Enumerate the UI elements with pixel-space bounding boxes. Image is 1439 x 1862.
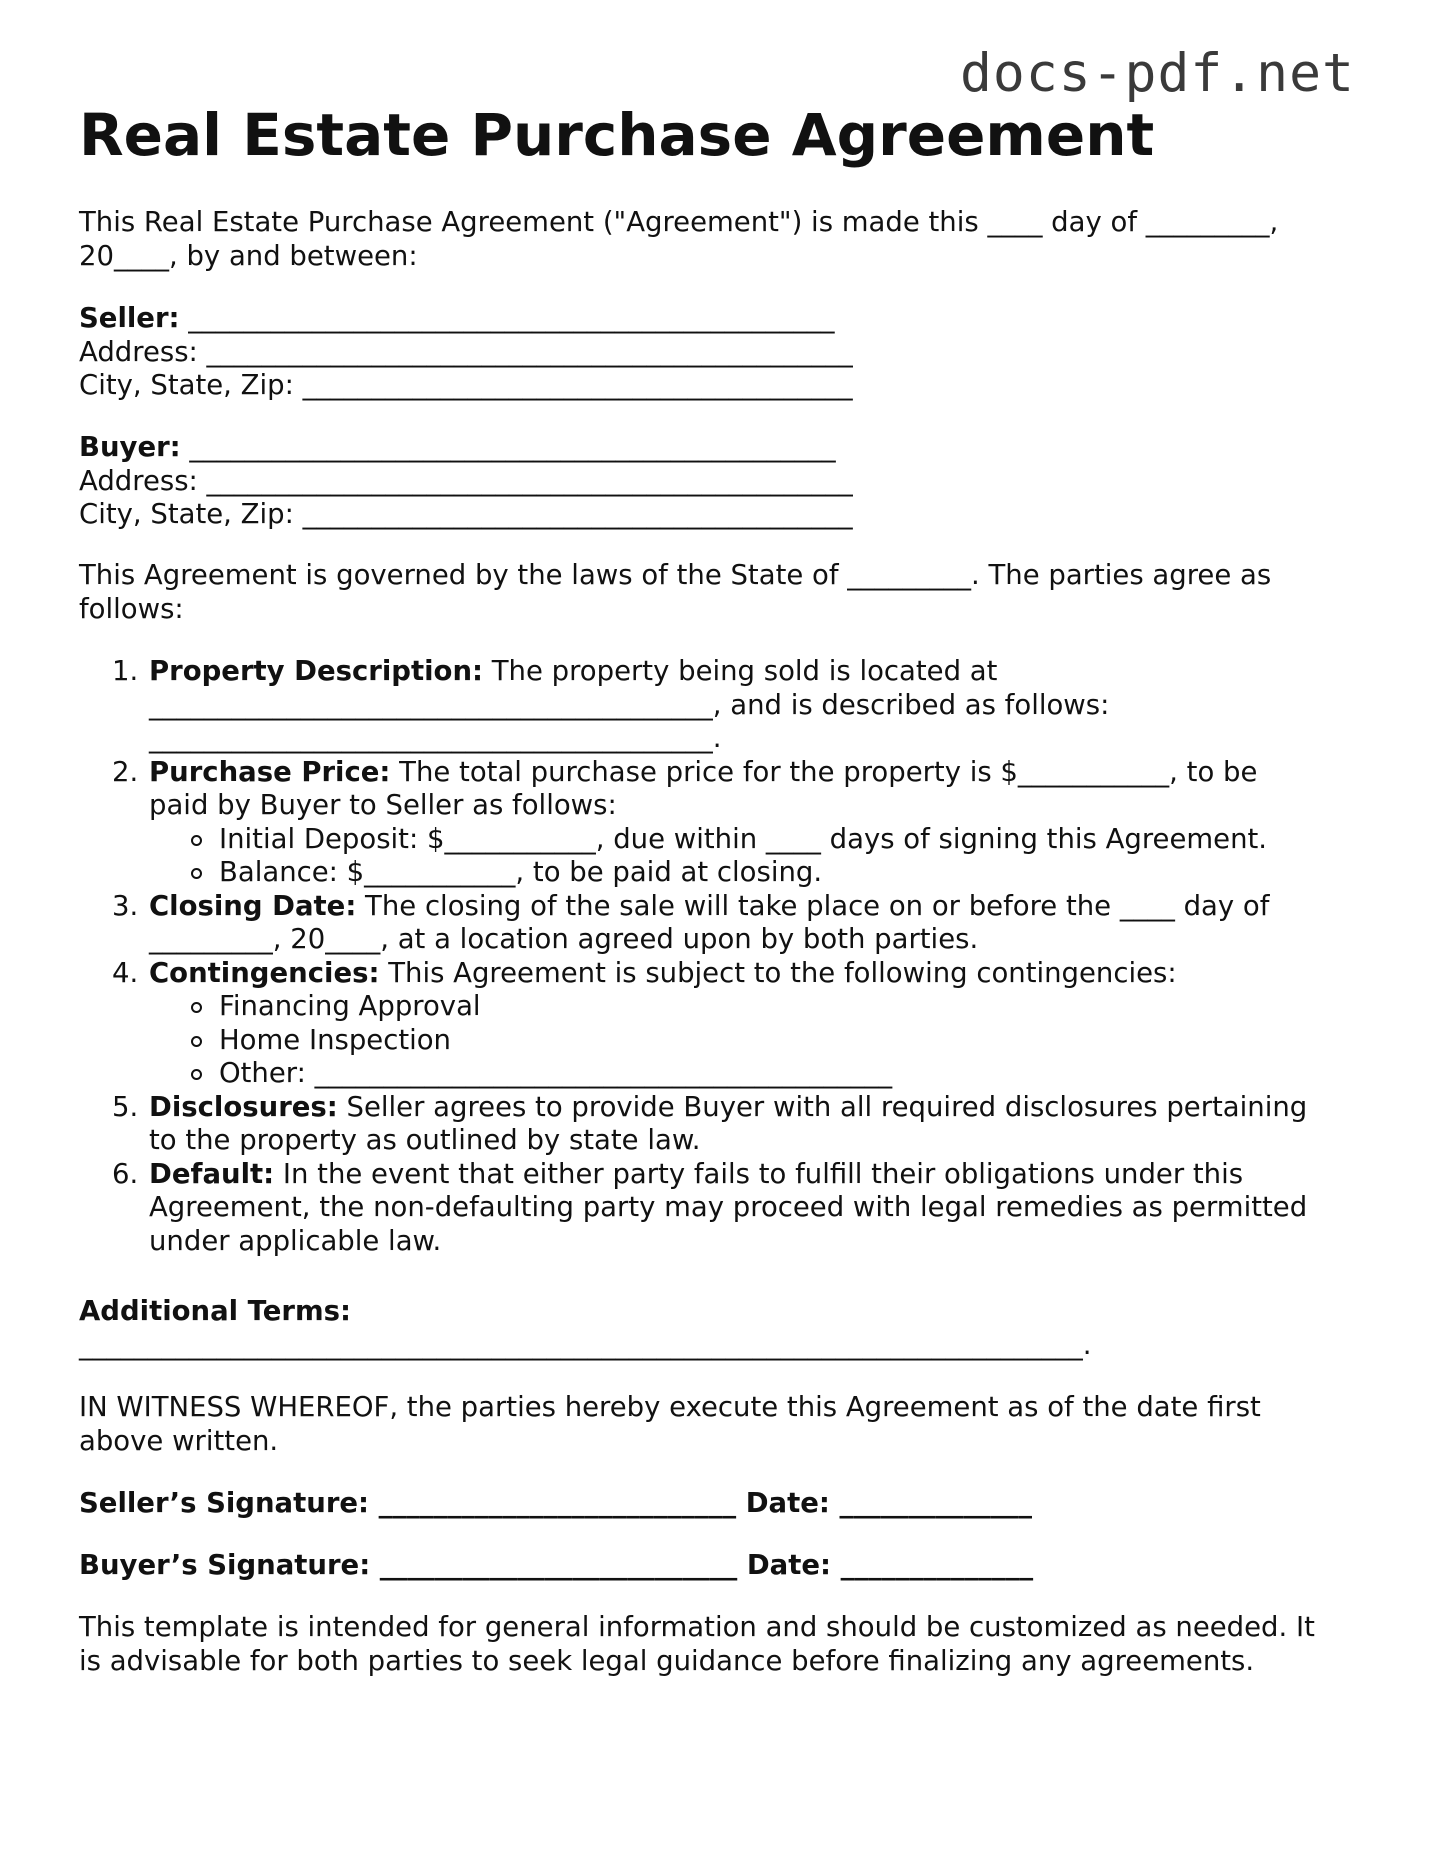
buyer-signature-line — [79, 1549, 1349, 1583]
term-contingencies — [112, 956, 1349, 1091]
term-number: 1. — [112, 655, 139, 687]
seller-section — [79, 302, 1349, 403]
term-label: Disclosures: — [149, 1090, 338, 1123]
term-number: 3. — [112, 889, 139, 922]
governing-paragraph — [79, 559, 1349, 626]
seller-city-line: City, State, Zip: ________________________________________ — [79, 369, 853, 401]
additional-terms-section — [79, 1295, 1349, 1362]
terms-list — [79, 655, 1349, 1258]
term-disclosures — [112, 1090, 1349, 1158]
buyer-signature-text: Buyer’s Signature: __________________________ Date: ______________ — [79, 1549, 1034, 1581]
seller-name-line — [79, 302, 1349, 336]
seller-label: Seller: — [79, 302, 180, 334]
term-text: _________, 20____, at a location agreed upon by both parties. — [149, 923, 979, 955]
term-text: Seller agrees to provide Buyer with all required disclosures pertaining — [337, 1090, 1308, 1123]
sub-item-financing: Financing Approval — [219, 990, 1349, 1024]
buyer-label: Buyer: — [79, 431, 181, 463]
buyer-city-line: City, State, Zip: ________________________________________ — [79, 498, 853, 530]
intro-line-2: 20____, by and between: — [79, 239, 418, 272]
term-label: Property Description: — [149, 655, 484, 687]
witness-line-2: above written. — [79, 1424, 279, 1457]
term-text: under applicable law. — [149, 1224, 442, 1257]
sub-item-balance: Balance: $___________, to be paid at closing. — [219, 856, 1349, 890]
buyer-name-blank: _______________________________________________ — [180, 431, 836, 463]
governing-line-1: This Agreement is governed by the laws of the State of _________. The parties agree as — [79, 559, 1272, 591]
intro-line-1: This Real Estate Purchase Agreement ("Agreement") is made this ____ day of _________, — [79, 206, 1279, 238]
footer-line-2: is advisable for both parties to seek legal guidance before finalizing any agreements. — [79, 1644, 1255, 1677]
term-text: _________________________________________, and is described as follows: — [149, 688, 1110, 721]
term-label: Default: — [149, 1157, 275, 1190]
contingencies-sublist — [149, 990, 1349, 1091]
sub-item-initial-deposit: Initial Deposit: $___________, due within ____ days of signing this Agreement. — [219, 823, 1349, 857]
seller-address-line: Address: _______________________________________________ — [79, 335, 853, 368]
additional-terms-blank: _________________________________________________________________________. — [79, 1328, 1092, 1361]
term-text: In the event that either party fails to fulfill their obligations under this — [274, 1157, 1244, 1190]
term-label: Purchase Price: — [149, 755, 391, 788]
term-text: This Agreement is subject to the following contingencies: — [379, 956, 1177, 989]
witness-line-1: IN WITNESS WHEREOF, the parties hereby execute this Agreement as of the date first — [79, 1391, 1261, 1423]
governing-line-2: follows: — [79, 592, 184, 625]
term-text: The total purchase price for the property is $___________, to be — [390, 755, 1258, 788]
witness-paragraph — [79, 1391, 1349, 1458]
term-default — [112, 1157, 1349, 1259]
document-title: Real Estate Purchase Agreement — [79, 101, 1155, 169]
term-text: Agreement, the non-defaulting party may proceed with legal remedies as permitted — [149, 1191, 1308, 1223]
term-text: The property being sold is located at — [483, 655, 998, 687]
term-text: to the property as outlined by state law. — [149, 1124, 701, 1156]
term-property-description — [112, 655, 1349, 756]
terms-list-container — [79, 655, 1349, 1258]
sub-item-other: Other: __________________________________________ — [219, 1057, 1349, 1091]
buyer-section — [79, 431, 1349, 532]
term-purchase-price — [112, 755, 1349, 890]
term-text: _________________________________________. — [149, 722, 722, 754]
term-text: paid by Buyer to Seller as follows: — [149, 789, 617, 821]
seller-signature-text: Seller’s Signature: __________________________ Date: ______________ — [79, 1487, 1032, 1519]
buyer-address-line: Address: _______________________________________________ — [79, 464, 853, 497]
term-number: 2. — [112, 755, 139, 788]
term-text: The closing of the sale will take place on or before the ____ day of — [356, 889, 1270, 922]
footer-line-1: This template is intended for general information and should be customized as needed. It — [79, 1611, 1315, 1643]
term-label: Closing Date: — [149, 889, 357, 922]
footer-note — [79, 1611, 1349, 1678]
sub-item-inspection: Home Inspection — [219, 1024, 1349, 1058]
payment-sublist — [149, 823, 1349, 890]
term-closing-date — [112, 889, 1349, 957]
additional-terms-label: Additional Terms: — [79, 1295, 352, 1327]
watermark: docs-pdf.net — [960, 43, 1355, 104]
seller-signature-line — [79, 1487, 1349, 1521]
intro-paragraph — [79, 206, 1349, 273]
term-number: 5. — [112, 1090, 139, 1123]
buyer-name-line — [79, 431, 1349, 465]
term-label: Contingencies: — [149, 956, 380, 989]
seller-name-blank: _______________________________________________ — [179, 302, 835, 334]
term-number: 6. — [112, 1157, 139, 1190]
term-number: 4. — [112, 956, 139, 989]
